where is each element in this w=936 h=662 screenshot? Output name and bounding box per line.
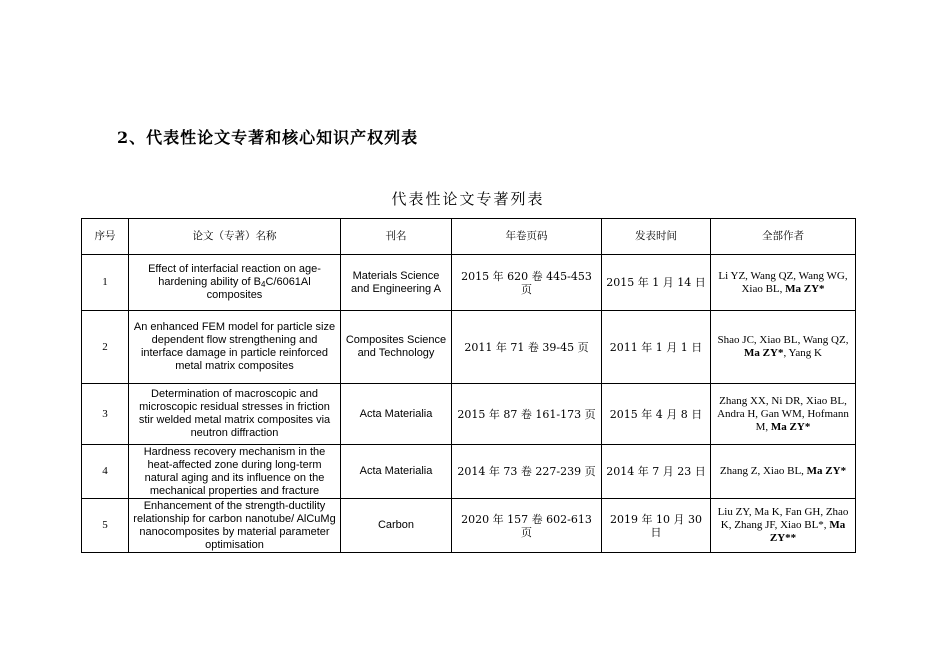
row-index: 3 bbox=[82, 384, 129, 445]
paper-title: Effect of interfacial reaction on age-hardening ability of $B_4C/6061Al$ composites bbox=[129, 255, 341, 311]
header-authors: 全部作者 bbox=[711, 219, 856, 255]
paper-title: Enhancement of the strength-ductility relationship for carbon nanotube/ AlCuMg nanocomposites by material parameter optimisation bbox=[129, 499, 341, 553]
authors: Zhang XX, Ni DR, Xiao BL, Andra H, Gan WM, Hofmann M, Ma ZY* bbox=[711, 384, 856, 445]
row-index: 1 bbox=[82, 255, 129, 311]
publish-date: 2014 年 7 月 23 日 bbox=[602, 445, 711, 499]
row-index: 5 bbox=[82, 499, 129, 553]
corresponding-author: Ma ZY** bbox=[769, 519, 846, 544]
header-index: 序号 bbox=[82, 219, 129, 255]
volume-pages: 2015 年 87 卷 161-173 页 bbox=[452, 384, 602, 445]
publish-date: 2015 年 4 月 8 日 bbox=[602, 384, 711, 445]
publish-date: 2015 年 1 月 14 日 bbox=[602, 255, 711, 311]
corresponding-author: Ma ZY* bbox=[744, 347, 784, 359]
volume-pages: 2020 年 157 卷 602-613 页 bbox=[452, 499, 602, 553]
journal-name: Acta Materialia bbox=[341, 445, 452, 499]
table-row bbox=[82, 311, 856, 384]
authors: Shao JC, Xiao BL, Wang QZ, Ma ZY*, Yang K bbox=[711, 311, 856, 384]
paper-title: An enhanced FEM model for particle size dependent flow strengthening and interface damage in particle reinforced metal matrix composites bbox=[129, 311, 341, 384]
header-title: 论文（专著）名称 bbox=[129, 219, 341, 255]
corresponding-author: Ma ZY* bbox=[806, 465, 847, 477]
table-row bbox=[82, 255, 856, 311]
volume-pages: 2011 年 71 卷 39-45 页 bbox=[452, 311, 602, 384]
corresponding-author: Ma ZY* bbox=[770, 420, 811, 433]
header-journal: 刊名 bbox=[341, 219, 452, 255]
journal-name: Materials Science and Engineering A bbox=[341, 255, 452, 311]
authors: Zhang Z, Xiao BL, Ma ZY* bbox=[711, 445, 856, 499]
journal-name: Composites Science and Technology bbox=[341, 311, 452, 384]
table-row bbox=[82, 499, 856, 553]
header-volume-pages: 年卷页码 bbox=[452, 219, 602, 255]
subscript-4: 4 bbox=[261, 280, 266, 289]
corresponding-author: Ma ZY* bbox=[785, 282, 825, 295]
row-index: 2 bbox=[82, 311, 129, 384]
volume-pages: 2014 年 73 卷 227-239 页 bbox=[452, 445, 602, 499]
paper-title: Hardness recovery mechanism in the heat-affected zone during long-term natural aging and its influence on the mechanical properties and fracture bbox=[129, 445, 341, 499]
journal-name: Carbon bbox=[341, 499, 452, 553]
table-row bbox=[82, 384, 856, 445]
table-header-row bbox=[82, 219, 856, 255]
table-row bbox=[82, 445, 856, 499]
authors: Li YZ, Wang QZ, Wang WG, Xiao BL, Ma ZY* bbox=[711, 255, 856, 311]
authors: Liu ZY, Ma K, Fan GH, Zhao K, Zhang JF, Xiao BL*, Ma ZY** bbox=[711, 499, 856, 553]
publish-date: 2019 年 10 月 30 日 bbox=[602, 499, 711, 553]
papers-table bbox=[81, 218, 856, 553]
paper-title: Determination of macroscopic and microscopic residual stresses in friction stir welded metal matrix composites via neutron diffraction bbox=[129, 384, 341, 445]
header-published: 发表时间 bbox=[602, 219, 711, 255]
table-caption: 代表性论文专著列表 bbox=[391, 190, 545, 208]
volume-pages: 2015 年 620 卷 445-453 页 bbox=[452, 255, 602, 311]
publish-date: 2011 年 1 月 1 日 bbox=[602, 311, 711, 384]
section-heading: 2、代表性论文专著和核心知识产权列表 bbox=[117, 128, 419, 147]
row-index: 4 bbox=[82, 445, 129, 499]
journal-name: Acta Materialia bbox=[341, 384, 452, 445]
